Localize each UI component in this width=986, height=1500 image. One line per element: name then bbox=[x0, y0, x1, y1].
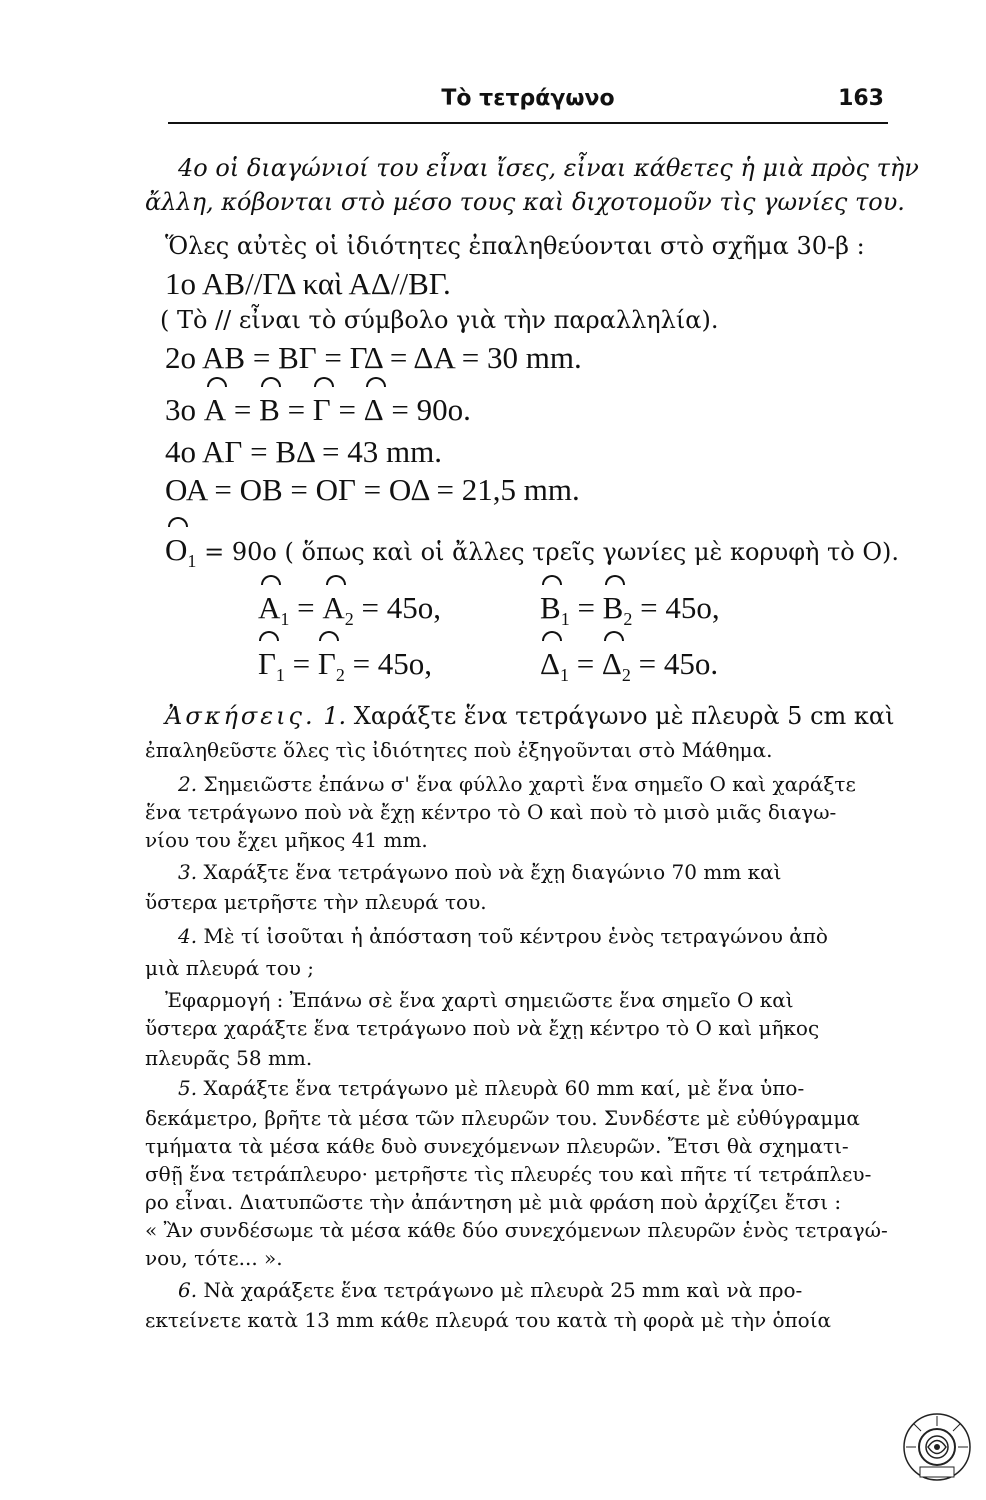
math-line-center-angle bbox=[165, 532, 899, 572]
equals: = bbox=[287, 392, 306, 427]
angle-value: = 45ο, bbox=[352, 646, 433, 681]
exercise-number: 2. bbox=[178, 772, 198, 796]
angle-D1: Δ bbox=[540, 646, 560, 681]
exercise-number: 5. bbox=[178, 1076, 198, 1100]
text-line: ἄλλη, κόβονται στὸ μέσο τους καὶ διχοτομοῦν τὶς γωνίες του. bbox=[145, 188, 905, 216]
equals: = bbox=[338, 392, 356, 427]
angle-A: Α bbox=[203, 392, 227, 427]
text-line: ( Τὸ // εἶναι τὸ σύμβολο γιὰ τὴν παραλληλία). bbox=[160, 306, 719, 334]
angles-G: $\Gamma_1 = \Gamma_2 = 45o$, bbox=[258, 646, 433, 686]
exercise-text: Νὰ χαράξετε ἕνα τετράγωνο μὲ πλευρὰ 25 mm καὶ νὰ προ- bbox=[203, 1278, 803, 1302]
exercise-3-line bbox=[178, 860, 782, 884]
center-angle-text: = 90ο ( ὅπως καὶ οἱ ἄλλες τρεῖς γωνίες μὲ κορυφὴ τὸ Ο). bbox=[204, 538, 900, 566]
exercise-number: 3. bbox=[178, 860, 198, 884]
text-line: ὕστερα μετρῆστε τὴν πλευρά του. bbox=[145, 890, 487, 914]
exercise-number: 6. bbox=[178, 1278, 198, 1302]
angles-B: $B_1 = B_2 = 45o$, bbox=[540, 590, 720, 630]
angle-B1: Β bbox=[540, 590, 561, 625]
exercise-6-line bbox=[178, 1278, 802, 1302]
exercise-number: 4. bbox=[178, 924, 198, 948]
angle-G: Γ bbox=[312, 392, 331, 427]
exercise-5-line bbox=[178, 1076, 804, 1100]
exercise-text: Χαράξτε ἕνα τετράγωνο ποὺ νὰ ἔχῃ διαγώνιο 70 mm καὶ bbox=[203, 860, 782, 884]
subscript: 2 bbox=[335, 665, 345, 686]
text-line: νου, τότε... ». bbox=[145, 1246, 283, 1270]
angle-O: Ο bbox=[165, 532, 188, 567]
exercise-number: 1. bbox=[323, 702, 347, 730]
exercise-2-line bbox=[178, 772, 856, 796]
text-line: 4ο οἱ διαγώνιοί του εἶναι ἴσες, εἶναι κάθετες ἡ μιὰ πρὸς τὴν bbox=[178, 154, 919, 182]
exercise-text: Χαράξτε ἕνα τετράγωνο μὲ πλευρὰ 5 cm καὶ bbox=[353, 702, 895, 730]
item-number: 3ο bbox=[165, 392, 196, 427]
equals: = bbox=[233, 392, 252, 427]
subscript: 1 bbox=[560, 609, 570, 630]
math-line-right-angles bbox=[165, 392, 471, 428]
text-line: « Ἂν συνδέσωμε τὰ μέσα κάθε δύο συνεχόμενων πλευρῶν ἑνὸς τετραγώ- bbox=[145, 1218, 888, 1242]
subscript: 2 bbox=[621, 665, 631, 686]
foundation-seal-icon bbox=[902, 1412, 972, 1482]
exercises-label: Ἀσκήσεις. bbox=[165, 702, 316, 730]
angle-D2: Δ bbox=[601, 646, 622, 681]
angle-value: = 45ο. bbox=[638, 646, 719, 681]
angle-value: = 45ο, bbox=[640, 590, 720, 625]
text-line: ἕνα τετράγωνο ποὺ νὰ ἔχῃ κέντρο τὸ Ο καὶ ποὺ τὸ μισὸ μιᾶς διαγω- bbox=[145, 800, 837, 824]
angles-A: $A_1 = A_2 = 45o$, bbox=[258, 590, 441, 630]
angle-G1: Γ bbox=[258, 646, 276, 681]
angles-D: $\Delta_1 = \Delta_2 = 45o$. bbox=[540, 646, 719, 686]
exercise-text: Σημειῶστε ἐπάνω σ' ἕνα φύλλο χαρτὶ ἕνα σημεῖο Ο καὶ χαράξτε bbox=[203, 772, 856, 796]
exercise-text: Μὲ τί ἰσοῦται ἡ ἀπόσταση τοῦ κέντρου ἑνὸς τετραγώνου ἀπὸ bbox=[203, 924, 828, 948]
text-line: ρο εἶναι. Διατυπῶστε τὴν ἀπάντηση μὲ μιὰ φράση ποὺ ἀρχίζει ἔτσι : bbox=[145, 1190, 842, 1214]
exercise-4-line bbox=[178, 924, 828, 948]
right-angle-value: = 90ο. bbox=[391, 392, 471, 427]
running-header bbox=[168, 82, 888, 124]
text-line: ἐπαληθεῦστε ὅλες τὶς ἰδιότητες ποὺ ἐξηγοῦνται στὸ Μάθημα. bbox=[145, 738, 773, 762]
angle-D: Δ bbox=[363, 392, 384, 427]
subscript: 1 bbox=[280, 609, 290, 630]
math-line: ΟΑ = ΟΒ = ΟΓ = ΟΔ = 21,5 mm. bbox=[165, 472, 580, 507]
math-line: 4ο ΑΓ = ΒΔ = 43 mm. bbox=[165, 434, 442, 469]
angle-G2: Γ bbox=[317, 646, 336, 681]
text-line: Ὅλες αὐτὲς οἱ ἰδιότητες ἐπαληθεύονται στὸ σχῆμα 30-β : bbox=[165, 232, 865, 260]
angle-value: = 45ο, bbox=[361, 590, 441, 625]
subscript: 1 bbox=[275, 665, 285, 686]
text-line: μιὰ πλευρά του ; bbox=[145, 956, 315, 980]
header-title: Τὸ τετράγωνο bbox=[441, 86, 615, 111]
angle-B2: Β bbox=[602, 590, 624, 625]
text-line: τμήματα τὰ μέσα κάθε δυὸ συνεχόμενων πλευρῶν. Ἔτσι θὰ σχηματι- bbox=[145, 1134, 849, 1158]
subscript: 1 bbox=[559, 665, 569, 686]
text-line: πλευρᾶς 58 mm. bbox=[145, 1046, 313, 1070]
text-line: νίου του ἔχει μῆκος 41 mm. bbox=[145, 828, 428, 852]
math-line: 1ο ΑΒ//ΓΔ καὶ ΑΔ//ΒΓ. bbox=[165, 266, 451, 301]
text-line: Ἐφαρμογή : Ἐπάνω σὲ ἕνα χαρτὶ σημειῶστε ἕνα σημεῖο Ο καὶ bbox=[165, 988, 794, 1012]
exercise-text: Χαράξτε ἕνα τετράγωνο μὲ πλευρὰ 60 mm καί, μὲ ἕνα ὑπο- bbox=[203, 1076, 805, 1100]
subscript: 1 bbox=[187, 551, 197, 572]
page-number: 163 bbox=[838, 86, 884, 111]
angle-A1: Α bbox=[258, 590, 281, 625]
text-line: σθῇ ἕνα τετράπλευρο· μετρῆστε τὶς πλευρές του καὶ πῆτε τί τετράπλευ- bbox=[145, 1162, 872, 1186]
text-line: εκτείνετε κατὰ 13 mm κάθε πλευρά του κατὰ τὴ φορὰ μὲ τὴν ὁποία bbox=[145, 1308, 832, 1332]
math-line: 2ο ΑΒ = ΒΓ = ΓΔ = ΔΑ = 30 mm. bbox=[165, 340, 582, 375]
angle-A2: Α bbox=[322, 590, 345, 625]
text-line: ὕστερα χαράξτε ἕνα τετράγωνο ποὺ νὰ ἔχῃ κέντρο τὸ Ο καὶ μῆκος bbox=[145, 1016, 820, 1040]
subscript: 2 bbox=[344, 609, 354, 630]
angle-B: Β bbox=[259, 392, 280, 427]
exercise-1-line bbox=[165, 702, 895, 730]
text-line: δεκάμετρο, βρῆτε τὰ μέσα τῶν πλευρῶν του. Συνδέστε μὲ εὐθύγραμμα bbox=[145, 1106, 860, 1130]
subscript: 2 bbox=[623, 609, 633, 630]
